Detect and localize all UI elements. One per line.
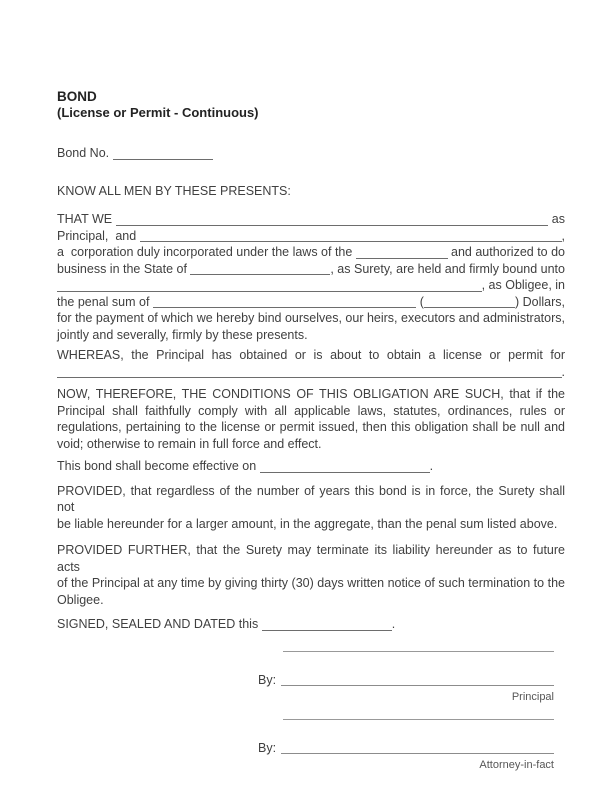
conditions-line-3: regulations, pertaining to the license or permit issued, then this obligation shall be null and	[57, 420, 565, 434]
text-segment: as	[548, 212, 565, 226]
text-segment: , as Surety, are held and firmly bound unto	[330, 261, 565, 276]
principal-by-row	[258, 672, 554, 688]
obligation-line-1	[57, 211, 565, 228]
text-segment: This bond shall become effective on	[57, 459, 260, 473]
state-of-incorporation-blank[interactable]	[356, 245, 448, 259]
text-segment: .	[429, 459, 434, 473]
obligation-line-2	[57, 228, 565, 245]
document-body	[57, 211, 565, 633]
conditions-line-2: Principal shall faithfully comply with all applicable laws, statutes, ordinances, rules or	[57, 403, 565, 418]
obligation-line-5	[57, 277, 565, 294]
text-segment: SIGNED, SEALED AND DATED this	[57, 617, 262, 631]
text-segment: the penal sum of	[57, 294, 153, 309]
obligation-paragraph	[57, 211, 565, 343]
penal-sum-figures-blank[interactable]	[424, 294, 515, 308]
obligee-name-blank[interactable]	[57, 278, 482, 292]
state-of-business-blank[interactable]	[190, 261, 330, 275]
text-segment: .	[391, 617, 396, 631]
principal-role-label: Principal	[511, 690, 554, 703]
bond-number-label: Bond No.	[57, 146, 110, 160]
text-segment: .	[561, 364, 565, 379]
salutation: KNOW ALL MEN BY THESE PRESENTS:	[57, 183, 291, 198]
provided-further-line-1: PROVIDED FURTHER, that the Surety may terminate its liability hereunder as to future acts	[57, 543, 565, 574]
text-segment: ,	[561, 228, 565, 243]
conditions-line-1: NOW, THEREFORE, THE CONDITIONS OF THIS OBLIGATION ARE SUCH, that if the	[57, 387, 565, 401]
obligation-line-3	[57, 244, 565, 261]
principal-name-blank[interactable]	[116, 212, 549, 226]
text-segment: (	[416, 294, 424, 309]
by-label: By:	[258, 672, 277, 687]
obligation-line-7: for the payment of which we hereby bind ourselves, our heirs, executors and administrators,	[57, 311, 565, 325]
signed-line-1	[57, 616, 565, 633]
bond-number-row	[57, 145, 565, 162]
date-signed-blank[interactable]	[262, 617, 392, 631]
provided-paragraph	[57, 483, 565, 533]
effective-paragraph	[57, 458, 565, 475]
conditions-paragraph	[57, 386, 565, 452]
document-subtitle: (License or Permit - Continuous)	[57, 105, 259, 120]
document-title: BOND	[57, 89, 97, 104]
surety-company-line[interactable]	[283, 719, 554, 720]
provided-further-line-3: Obligee.	[57, 592, 104, 607]
signature-block	[258, 651, 554, 772]
by-label: By:	[258, 740, 277, 755]
text-segment: THAT WE	[57, 212, 116, 226]
provided-line-2: be liable hereunder for a larger amount, in the aggregate, than the penal sum listed above.	[57, 516, 558, 531]
attorney-role-label: Attorney-in-fact	[479, 758, 554, 771]
principal-company-line[interactable]	[283, 651, 554, 652]
surety-name-blank[interactable]	[140, 228, 562, 242]
conditions-line-4: void; otherwise to remain in full force and effect.	[57, 436, 322, 451]
penal-sum-words-blank[interactable]	[153, 294, 416, 308]
whereas-line-2	[57, 364, 565, 381]
license-permit-description-blank[interactable]	[57, 364, 562, 378]
text-segment: ) Dollars,	[514, 294, 565, 309]
effective-line-1	[57, 458, 565, 475]
obligation-line-8: jointly and severally, firmly by these presents.	[57, 327, 308, 342]
text-segment: , as Obligee, in	[481, 278, 565, 292]
provided-line-1: PROVIDED, that regardless of the number of years this bond is in force, the Surety shall not	[57, 483, 565, 514]
text-segment: a corporation duly incorporated under the laws of the	[57, 245, 356, 259]
text-segment: business in the State of	[57, 261, 191, 276]
effective-date-blank[interactable]	[260, 459, 430, 473]
attorney-in-fact-by-line[interactable]	[281, 740, 554, 754]
attorney-by-row	[258, 740, 554, 756]
provided-further-line-2: of the Principal at any time by giving thirty (30) days written notice of such termination to the	[57, 576, 565, 590]
principal-by-line[interactable]	[281, 672, 554, 686]
text-segment: and authorized to do	[447, 245, 565, 259]
text-segment: Principal, and	[57, 228, 140, 243]
signed-paragraph	[57, 616, 565, 633]
obligation-line-4	[57, 261, 565, 278]
provided-further-paragraph	[57, 542, 565, 608]
bond-number-blank[interactable]	[113, 146, 213, 160]
whereas-paragraph	[57, 347, 565, 380]
whereas-line-1: WHEREAS, the Principal has obtained or is about to obtain a license or permit for	[57, 348, 565, 362]
obligation-line-6	[57, 294, 565, 311]
